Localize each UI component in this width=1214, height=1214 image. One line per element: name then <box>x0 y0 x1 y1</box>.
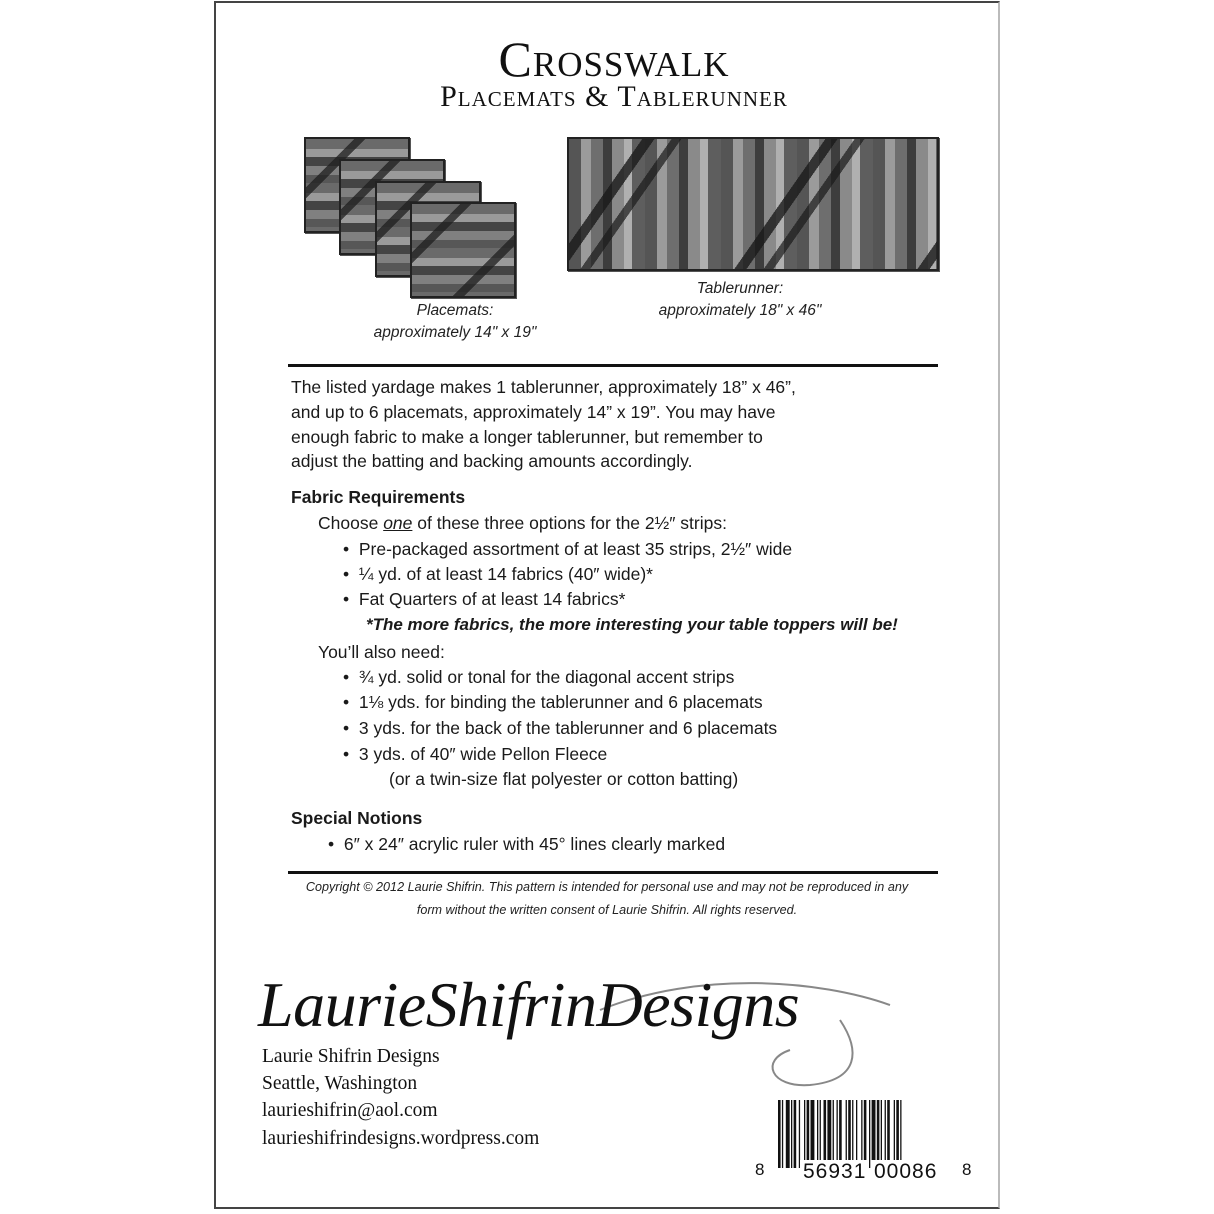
barcode-bar <box>817 1100 818 1168</box>
copyright-line: Copyright © 2012 Laurie Shifrin. This pattern is intended for personal use and may not be reproduced in any <box>305 880 909 894</box>
barcode-bar <box>896 1100 899 1168</box>
copyright-line: form without the written consent of Laurie Shifrin. All rights reserved. <box>416 903 798 917</box>
fabric-note: *The more fabrics, the more interesting your table toppers will be! <box>366 615 898 634</box>
placemat-image-4 <box>410 202 516 298</box>
barcode-bar <box>887 1100 890 1168</box>
caption-line: approximately 18" x 46" <box>658 302 822 319</box>
also-heading: You’ll also need: <box>318 642 445 662</box>
also-item <box>343 692 763 713</box>
pattern-title: Crosswalk <box>498 31 730 87</box>
website-link[interactable]: laurieshifrindesigns.wordpress.com <box>262 1128 540 1149</box>
pattern-subtitle: Placemats & Tablerunner <box>440 80 788 113</box>
barcode-bar <box>782 1100 783 1168</box>
also-item <box>343 744 607 765</box>
text: Choose <box>318 513 384 533</box>
option-text: Fat Quarters of at least 14 fabrics* <box>358 589 626 609</box>
option-item <box>343 589 625 610</box>
barcode-digits-b: 00086 <box>871 1160 940 1184</box>
bullet: • <box>343 692 350 712</box>
brand-logo: LaurieShifrinDesigns <box>258 969 800 1040</box>
barcode-bar <box>820 1100 821 1168</box>
intro-line: and up to 6 placemats, approximately 14” x 19”. You may have <box>291 402 776 422</box>
caption-line: Tablerunner: <box>696 280 784 297</box>
option-item <box>343 539 792 560</box>
barcode-digits-a: 56931 <box>800 1160 869 1184</box>
option-text: Pre-packaged assortment of at least 35 strips, 2½″ wide <box>358 539 793 559</box>
intro-line: enough fabric to make a longer tablerunner, but remember to <box>291 427 763 447</box>
bullet: • <box>343 718 350 738</box>
barcode-bar <box>794 1100 797 1168</box>
barcode-bar <box>807 1100 810 1168</box>
barcode-bar <box>852 1100 853 1168</box>
choose-line <box>318 513 727 534</box>
also-text: ¾ yd. solid or tonal for the diagonal accent strips <box>358 667 735 687</box>
also-sub: (or a twin-size flat polyester or cotton batting) <box>389 769 739 789</box>
barcode-bar <box>872 1100 876 1168</box>
also-item <box>343 718 777 739</box>
barcode-bar <box>786 1100 790 1168</box>
barcode-bar <box>861 1100 862 1168</box>
barcode-bar <box>839 1100 842 1168</box>
text: of these three options for the 2½″ strips: <box>412 513 727 533</box>
barcode-digit-right: 8 <box>962 1160 972 1179</box>
barcode <box>770 1100 970 1168</box>
barcode-bar <box>824 1100 827 1168</box>
barcode-bar <box>833 1100 834 1168</box>
barcode-bar <box>885 1100 886 1168</box>
also-text: 3 yds. for the back of the tablerunner and 6 placemats <box>358 718 778 738</box>
barcode-bar <box>811 1100 815 1168</box>
barcode-bar <box>837 1100 838 1168</box>
barcode-bar <box>856 1100 857 1168</box>
address-line: Laurie Shifrin Designs <box>262 1046 440 1067</box>
bullet: • <box>343 744 350 764</box>
option-text: ¼ yd. of at least 14 fabrics (40″ wide)* <box>358 564 653 584</box>
placemats-caption <box>330 302 580 342</box>
bullet: • <box>328 834 335 854</box>
tablerunner-image <box>567 137 939 271</box>
notion-item <box>328 834 725 855</box>
barcode-bar <box>869 1100 870 1168</box>
intro-line: adjust the batting and backing amounts accordingly. <box>291 451 693 471</box>
also-item <box>343 667 734 688</box>
barcode-bar <box>848 1100 851 1168</box>
bullet: • <box>343 667 350 687</box>
email-link[interactable]: laurieshifrin@aol.com <box>262 1100 438 1121</box>
divider <box>288 364 938 367</box>
notion-text: 6″ x 24″ acrylic ruler with 45° lines clearly marked <box>343 834 726 854</box>
address-line: Seattle, Washington <box>262 1073 418 1094</box>
option-item <box>343 564 653 585</box>
intro-line: The listed yardage makes 1 tablerunner, approximately 18” x 46”, <box>291 377 796 397</box>
bullet: • <box>343 539 350 559</box>
fabric-heading: Fabric Requirements <box>291 487 466 507</box>
divider <box>288 871 938 874</box>
barcode-digit-left: 8 <box>755 1160 765 1179</box>
barcode-bar <box>881 1100 882 1168</box>
bullet: • <box>343 589 350 609</box>
tablerunner-caption <box>615 280 865 320</box>
barcode-bar <box>791 1100 792 1168</box>
also-text: 1⅛ yds. for binding the tablerunner and 6 placemats <box>358 692 763 712</box>
barcode-bar <box>827 1100 831 1168</box>
caption-line: approximately 14" x 19" <box>373 324 537 341</box>
barcode-bar <box>778 1100 781 1168</box>
barcode-bar <box>894 1100 895 1168</box>
barcode-bar <box>799 1100 800 1168</box>
barcode-bar <box>864 1100 867 1168</box>
barcode-bar <box>804 1100 805 1168</box>
bullet: • <box>343 564 350 584</box>
caption-line: Placemats: <box>416 302 494 319</box>
emphasis: one <box>383 513 413 533</box>
barcode-bar <box>900 1100 901 1168</box>
notions-heading: Special Notions <box>291 808 423 828</box>
barcode-bar <box>877 1100 880 1168</box>
barcode-bar <box>846 1100 847 1168</box>
also-text: 3 yds. of 40″ wide Pellon Fleece <box>358 744 608 764</box>
